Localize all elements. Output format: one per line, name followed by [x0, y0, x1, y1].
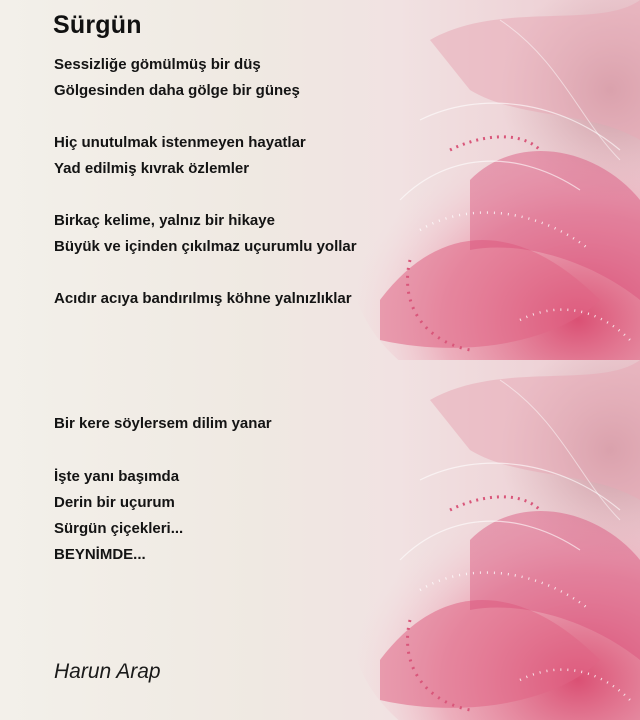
author-signature: Harun Arap	[54, 660, 161, 683]
poem-line: Derin bir uçurum	[54, 494, 175, 511]
poem-line: Birkaç kelime, yalnız bir hikaye	[54, 212, 275, 229]
poem-line: BEYNİMDE...	[54, 546, 146, 563]
poem-line: Acıdır acıya bandırılmış köhne yalnızlıklar	[54, 290, 352, 307]
poem-line: İşte yanı başımda	[54, 468, 180, 485]
poem-line: Bir kere söylersem dilim yanar	[54, 415, 272, 432]
poem-line: Büyük ve içinden çıkılmaz uçurumlu yollar	[54, 238, 357, 255]
poem-line: Sessizliğe gömülmüş bir düş	[54, 56, 261, 73]
poem-line: Yad edilmiş kıvrak özlemler	[54, 160, 250, 177]
poem-line: Hiç unutulmak istenmeyen hayatlar	[54, 134, 306, 151]
poem-line: Sürgün çiçekleri...	[54, 520, 184, 537]
poem-line: Gölgesinden daha gölge bir güneş	[54, 82, 300, 99]
poem-title: Sürgün	[53, 11, 142, 39]
